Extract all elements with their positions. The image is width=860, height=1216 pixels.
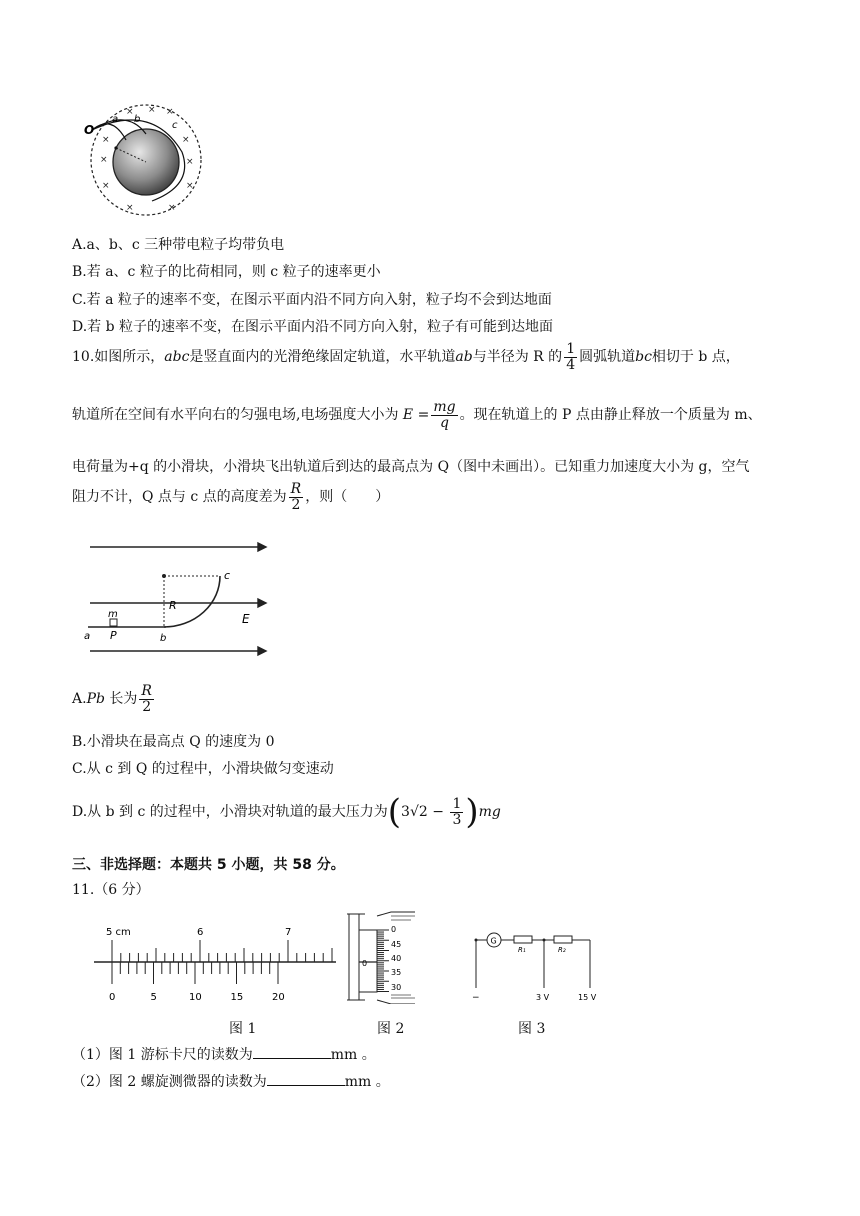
svg-text:×: × xyxy=(102,181,110,191)
svg-text:3 V: 3 V xyxy=(536,993,550,1002)
q10-option-a: A.Pb 长为 $\frac{R}{2}$ xyxy=(72,683,152,715)
svg-text:30: 30 xyxy=(391,983,402,992)
label-O: O xyxy=(84,123,95,137)
q10-stem-line2: 轨道所在空间有水平向右的匀强电场,电场强度大小为 E = $\frac{mg}{q}$ 。现在轨道上的 P 点由静止释放一个质量为 m、 xyxy=(72,399,762,431)
svg-text:40: 40 xyxy=(391,954,402,963)
svg-text:R: R xyxy=(169,599,177,612)
figure-2-micrometer xyxy=(345,910,425,1004)
figure-1-vernier-caliper xyxy=(90,922,340,1006)
vernier-scale-label: 20 xyxy=(272,992,285,1003)
svg-text:×: × xyxy=(102,135,110,145)
q10-stem-line1: 10.如图所示，abc是竖直面内的光滑绝缘固定轨道，水平轨道ab与半径为 R 的 $\frac{1}{4}$ 圆弧轨道bc相切于 b 点， xyxy=(72,341,740,373)
figure-q9-magnetic-field xyxy=(82,100,214,218)
q10-option-b: B.小滑块在最高点 Q 的速度为 0 xyxy=(72,734,275,750)
q11-part-2: （2）图 2 螺旋测微器的读数为 mm 。 xyxy=(72,1074,390,1090)
svg-text:×: × xyxy=(148,105,156,115)
svg-text:P: P xyxy=(110,629,117,642)
figure-q10-track xyxy=(80,535,270,669)
svg-text:×: × xyxy=(186,181,194,191)
q9-option-b: B.若 a、c 粒子的比荷相同，则 c 粒子的速率更小 xyxy=(72,264,381,280)
label-b: b xyxy=(134,114,141,125)
main-scale-label: 7 xyxy=(285,927,292,938)
svg-text:0: 0 xyxy=(362,959,368,968)
fig2-caption: 图 2 xyxy=(377,1021,405,1037)
q11-heading: 11.（6 分） xyxy=(72,882,150,898)
vernier-scale-label: 5 xyxy=(150,992,157,1003)
svg-text:15 V: 15 V xyxy=(578,993,597,1002)
svg-text:×: × xyxy=(166,107,174,117)
svg-text:45: 45 xyxy=(391,940,402,949)
q9-option-d: D.若 b 粒子的速率不变，在图示平面内沿不同方向入射，粒子有可能到达地面 xyxy=(72,319,554,335)
q9-option-a: A.a、b、c 三种带电粒子均带负电 xyxy=(72,237,285,253)
label-a: a xyxy=(112,114,119,125)
svg-text:R₁: R₁ xyxy=(518,946,526,954)
svg-text:m: m xyxy=(108,609,118,620)
svg-text:×: × xyxy=(168,203,176,213)
svg-text:G: G xyxy=(490,936,497,946)
q10-stem-line4: 阻力不计，Q 点与 c 点的高度差为 $\frac{R}{2}$ ，则（ ） xyxy=(72,481,390,513)
svg-text:c: c xyxy=(224,569,231,582)
svg-text:a: a xyxy=(84,631,91,642)
main-scale-label: 6 xyxy=(197,927,204,938)
q11-part-1: （1）图 1 游标卡尺的读数为 mm 。 xyxy=(72,1047,376,1063)
resistor-r1 xyxy=(514,936,532,943)
figure-3-circuit xyxy=(466,928,606,1004)
label-c: c xyxy=(172,120,178,131)
svg-text:−: − xyxy=(472,993,480,1003)
fig1-caption: 图 1 xyxy=(229,1021,257,1037)
q10-option-d: D.从 b 到 c 的过程中，小滑块对轨道的最大压力为(3√2 − $\frac{1}{3}$ )mg xyxy=(72,792,501,832)
q9-option-c: C.若 a 粒子的速率不变，在图示平面内沿不同方向入射，粒子均不会到达地面 xyxy=(72,292,552,308)
vernier-scale-label: 10 xyxy=(189,992,202,1003)
section-3-heading: 三、非选择题：本题共 5 小题，共 58 分。 xyxy=(72,857,345,873)
main-scale-label: 5 cm xyxy=(106,927,131,938)
svg-text:×: × xyxy=(100,155,108,165)
svg-text:b: b xyxy=(160,633,167,644)
vernier-scale-label: 15 xyxy=(230,992,244,1003)
svg-text:E: E xyxy=(242,612,250,626)
svg-text:×: × xyxy=(182,135,190,145)
svg-text:35: 35 xyxy=(391,968,402,977)
svg-text:×: × xyxy=(186,157,194,167)
vernier-scale-label: 0 xyxy=(109,992,116,1003)
resistor-r2 xyxy=(554,936,572,943)
svg-text:×: × xyxy=(126,203,134,213)
answer-blank-1[interactable] xyxy=(253,1046,331,1059)
slider-block xyxy=(110,619,117,626)
svg-text:×: × xyxy=(126,107,134,117)
answer-blank-2[interactable] xyxy=(267,1073,345,1086)
svg-text:0: 0 xyxy=(391,925,397,934)
q10-stem-line3: 电荷量为+q 的小滑块，小滑块飞出轨道后到达的最高点为 Q（图中未画出）。已知重力加速度大小为 g，空气 xyxy=(72,459,750,475)
svg-text:R₂: R₂ xyxy=(558,946,566,954)
fig3-caption: 图 3 xyxy=(518,1021,546,1037)
q10-option-c: C.从 c 到 Q 的过程中，小滑块做匀变速动 xyxy=(72,761,334,777)
